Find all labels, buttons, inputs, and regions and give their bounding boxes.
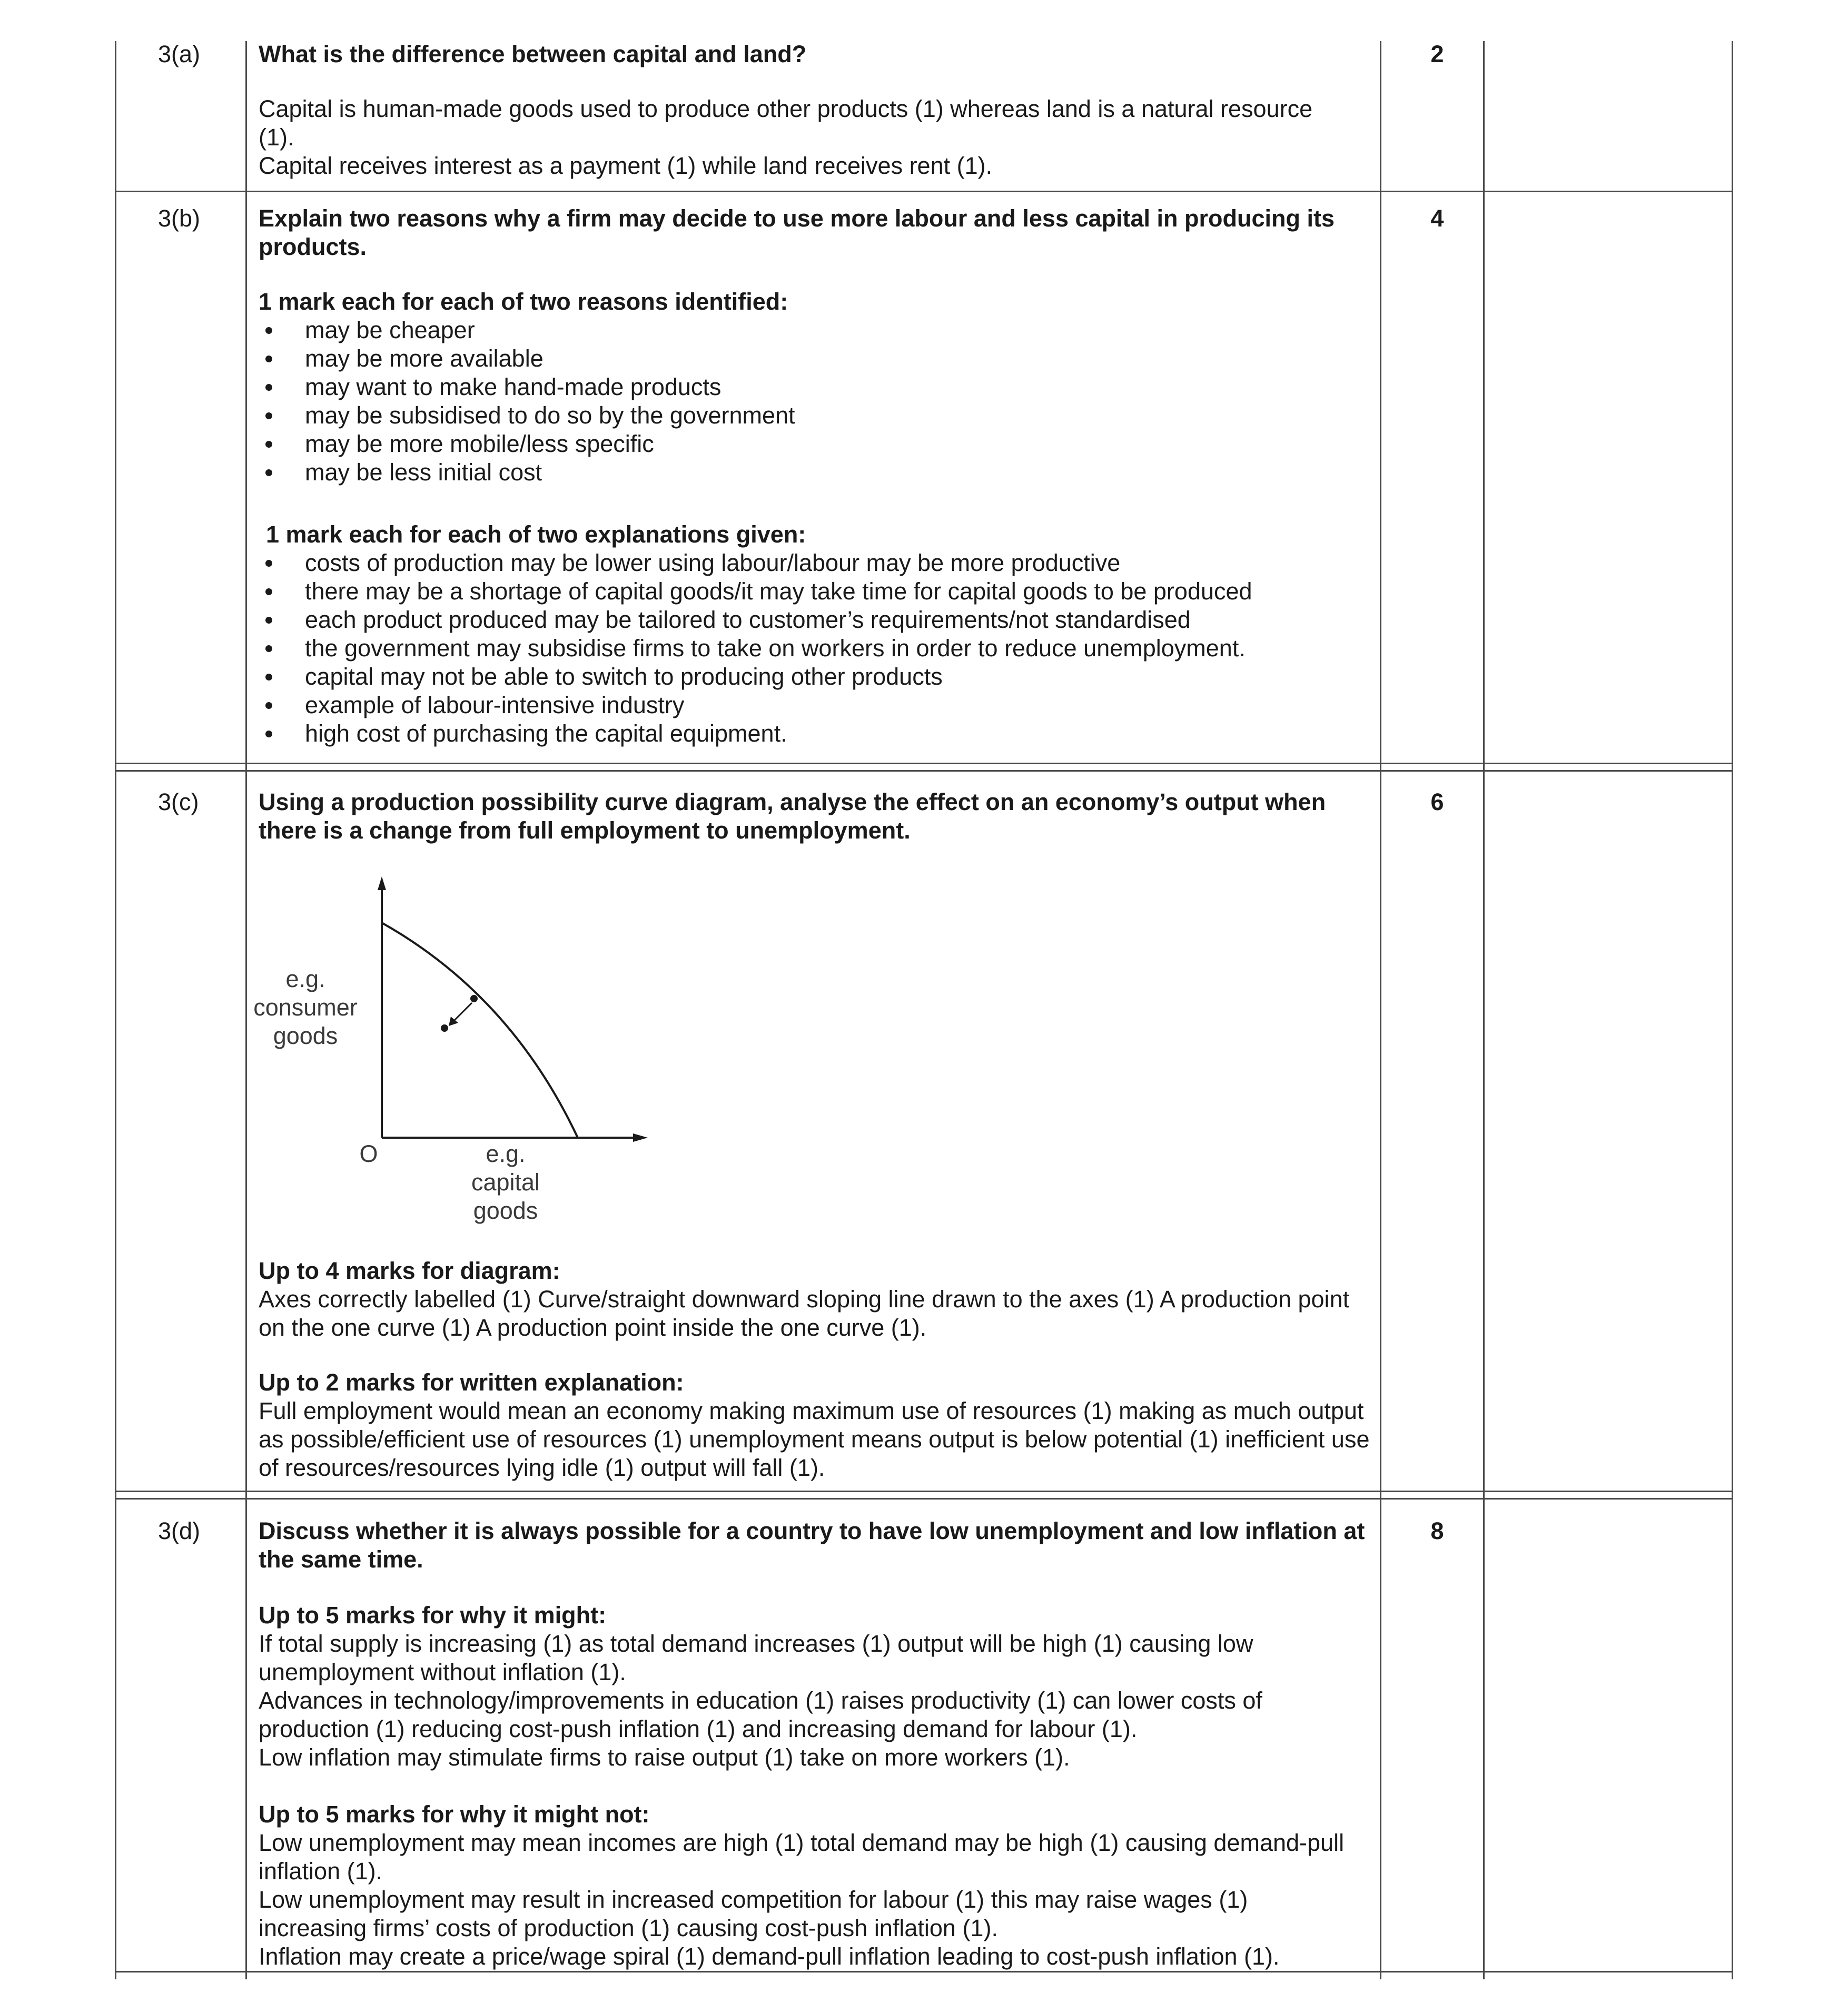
mark-text: Advances in technology/improvements in education (1) raises productivity (1) can lower costs of production (1) reducing cost-push inflation (1) and increasing demand for labour (1).: [259, 1687, 1262, 1742]
x-axis-label: e.g. capital goods: [471, 1140, 540, 1224]
list-item: example of labour-intensive industry: [259, 691, 1386, 719]
mark-scheme-reasons: [259, 288, 1386, 487]
mark-text: Full employment would mean an economy making maximum use of resources (1) making as much output as possible/efficient use of resources (1) unemployment means output is below potential (1) inefficient use of resources/resources lying idle (1) output will fall (1).: [259, 1397, 1370, 1481]
ppc-diagram: [253, 864, 674, 1243]
table-bottom-border: [115, 1971, 1733, 1972]
column-divider-question: [245, 41, 247, 1979]
list-item: high cost of purchasing the capital equipment.: [259, 719, 1386, 748]
row-separator-bc-2: [115, 770, 1733, 772]
list-item: each product produced may be tailored to customer’s requirements/not standardised: [259, 606, 1386, 634]
why-it-might: [259, 1601, 1301, 1772]
mark-text: If total supply is increasing (1) as total demand increases (1) output will be high (1) causing low unemployment without inflation (1).: [259, 1630, 1253, 1685]
list-item: may be more available: [259, 344, 1386, 373]
question-id: 3(d): [158, 1517, 201, 1544]
mark-text: Axes correctly labelled (1) Curve/straight downward sloping line drawn to the axes (1) A production point on the one curve (1) A production point inside the one curve (1).: [259, 1286, 1350, 1341]
explanation-marks: [259, 1368, 1370, 1482]
origin-label: O: [359, 1140, 378, 1167]
question-id: 3(c): [158, 788, 199, 815]
why-it-might-not: [259, 1800, 1375, 1971]
question-marks: 2: [1430, 41, 1444, 67]
movement-arrow: [452, 1003, 472, 1023]
mark-heading: Up to 2 marks for written explanation:: [259, 1369, 684, 1396]
column-divider-guidance: [1483, 41, 1485, 1979]
question-marks: 8: [1430, 1517, 1444, 1544]
row-separator-cd-1: [115, 1491, 1733, 1492]
mark-heading: Up to 4 marks for diagram:: [259, 1257, 560, 1284]
x-axis-arrow: [633, 1133, 648, 1142]
mark-text: Low inflation may stimulate firms to raise output (1) take on more workers (1).: [259, 1744, 1070, 1771]
answer-line: (1).: [259, 124, 294, 151]
question-text: Discuss whether it is always possible for a country to have low unemployment and low inflation at the same time.: [259, 1517, 1365, 1573]
y-axis-arrow: [378, 876, 386, 890]
mark-text: Low unemployment may mean incomes are high (1) total demand may be high (1) causing demand-pull inflation (1).: [259, 1829, 1345, 1885]
bullet-list: [259, 316, 1386, 487]
ppc-curve: [382, 923, 578, 1138]
list-item: may want to make hand-made products: [259, 373, 1386, 401]
mark-text: Low unemployment may result in increased competition for labour (1) this may raise wages (1) increasing firms’ costs of production (1) causing cost-push inflation (1).: [259, 1886, 1248, 1941]
table-right-border: [1732, 41, 1733, 1979]
row-separator-bc-1: [115, 763, 1733, 764]
answer-line: Capital receives interest as a payment (1) while land receives rent (1).: [259, 152, 993, 179]
row-separator-ab: [115, 191, 1733, 192]
list-item: may be more mobile/less specific: [259, 430, 1386, 458]
y-axis-label: e.g. consumer goods: [253, 965, 358, 1049]
question-text: Using a production possibility curve diagram, analyse the effect on an economy’s output when there is a change from full employment to unemployment.: [259, 788, 1326, 844]
question-id: 3(b): [158, 205, 201, 232]
list-item: may be less initial cost: [259, 458, 1386, 487]
table-left-border: [115, 41, 116, 1979]
list-item: capital may not be able to switch to producing other products: [259, 663, 1386, 691]
mark-heading: 1 mark each for each of two reasons identified:: [259, 288, 788, 315]
mark-scheme-explanations: [259, 520, 1386, 748]
question-text: Explain two reasons why a firm may decide to use more labour and less capital in producing its products.: [259, 205, 1335, 260]
mark-heading: Up to 5 marks for why it might not:: [259, 1801, 650, 1828]
diagram-marks: [259, 1257, 1370, 1342]
question-marks: 4: [1430, 205, 1444, 232]
list-item: may be cheaper: [259, 316, 1386, 344]
point-on-curve: [470, 995, 478, 1002]
answer-text: [259, 95, 1386, 180]
mark-heading: 1 mark each for each of two explanations given:: [266, 521, 806, 548]
row-separator-cd-2: [115, 1498, 1733, 1500]
list-item: costs of production may be lower using labour/labour may be more productive: [259, 549, 1386, 577]
point-inside-curve: [441, 1024, 448, 1032]
question-marks: 6: [1430, 788, 1444, 815]
mark-heading: Up to 5 marks for why it might:: [259, 1602, 607, 1629]
list-item: the government may subsidise firms to take on workers in order to reduce unemployment.: [259, 634, 1386, 663]
list-item: there may be a shortage of capital goods/it may take time for capital goods to be produced: [259, 577, 1386, 606]
bullet-list: [259, 549, 1386, 748]
list-item: may be subsidised to do so by the government: [259, 401, 1386, 430]
question-text: What is the difference between capital and land?: [259, 41, 807, 67]
mark-text: Inflation may create a price/wage spiral (1) demand-pull inflation leading to cost-push inflation (1).: [259, 1943, 1280, 1970]
question-id: 3(a): [158, 41, 201, 67]
answer-line: Capital is human-made goods used to produce other products (1) whereas land is a natural resource: [259, 95, 1313, 122]
